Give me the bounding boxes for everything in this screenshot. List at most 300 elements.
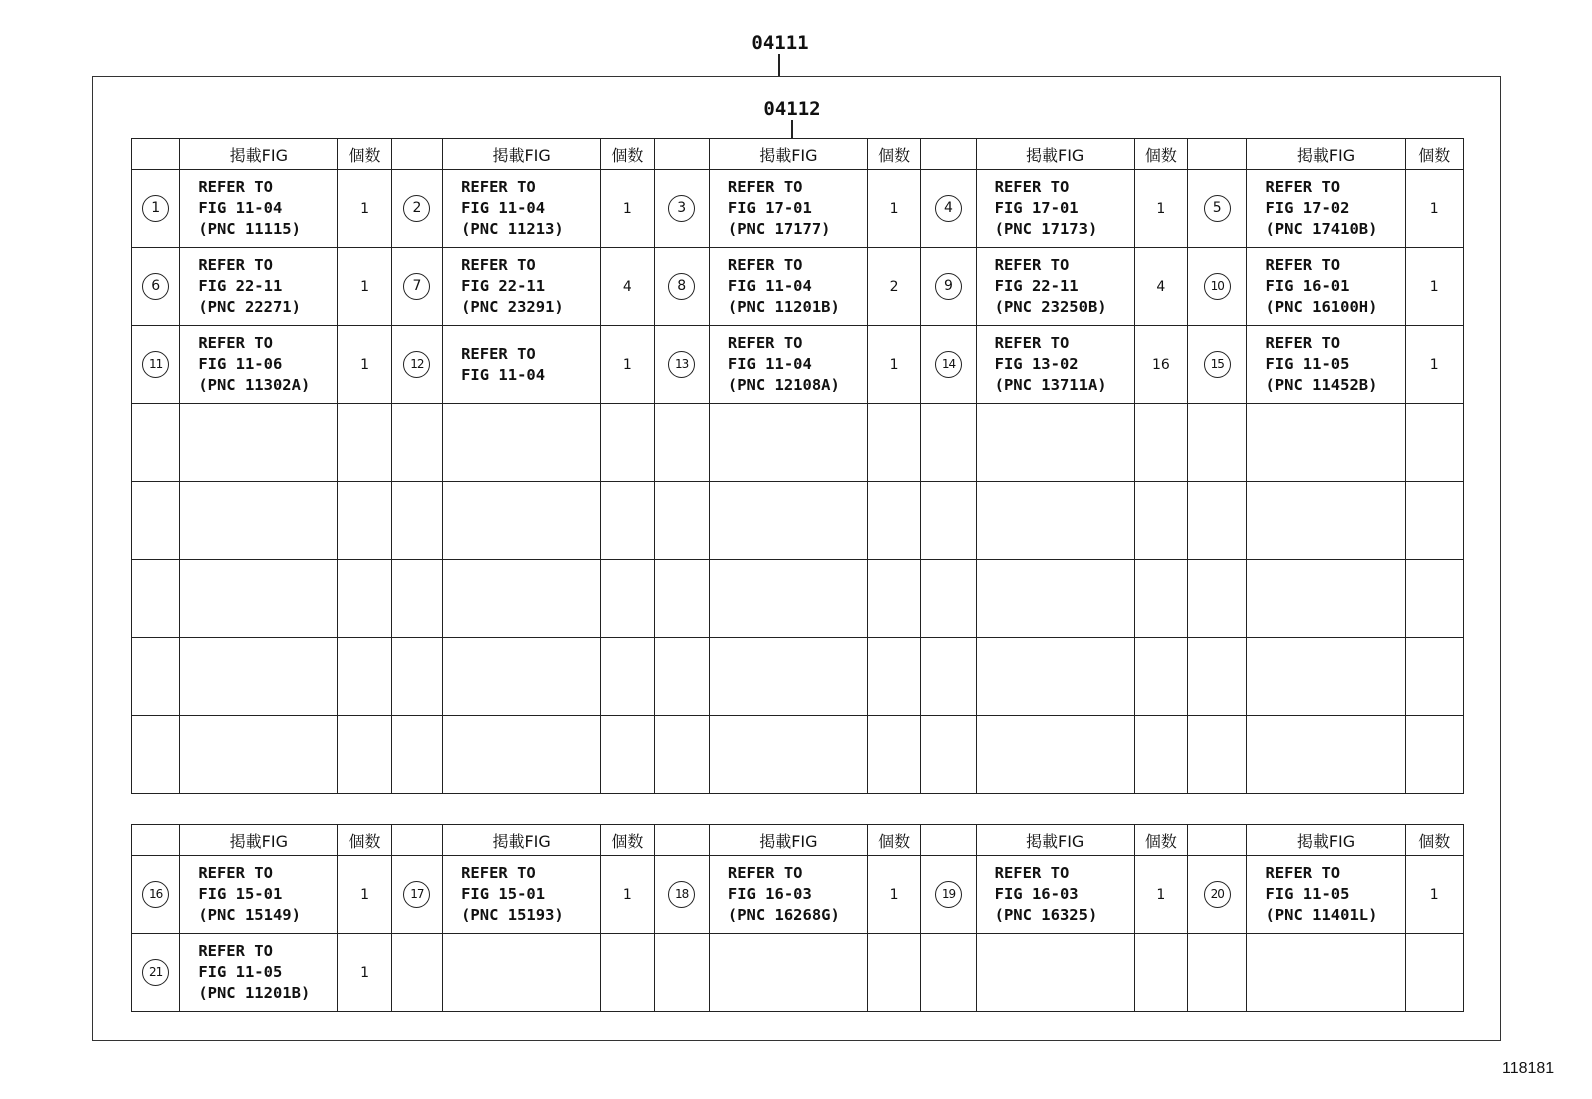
fig-reference-text [977,255,1134,318]
callout-cell [132,482,180,560]
quantity-cell: 1 [1405,248,1463,326]
fig-reference-text [1247,255,1404,318]
header-fig: 掲載FIG [443,139,601,170]
quantity-cell [867,404,920,482]
fig-reference-text [710,255,867,318]
quantity-cell [1134,560,1187,638]
fig-reference-text [443,255,600,318]
quantity-cell [1405,716,1463,794]
fig-reference-line: REFER TO [727,178,803,196]
fig-reference-line: REFER TO [461,344,536,363]
fig-reference-line: REFER TO [198,178,273,196]
fig-reference-line: (PNC 11213) [461,220,564,238]
fig-reference-line: FIG 11-04 [727,355,812,373]
fig-reference-line: REFER TO [994,178,1070,196]
callout-number: 6 [142,273,169,300]
fig-reference-cell [1247,638,1405,716]
quantity-cell: 1 [338,248,391,326]
quantity-cell: 4 [601,248,654,326]
callout-cell [391,404,442,482]
fig-reference-line: (PNC 11201B) [198,984,311,1002]
fig-reference-line: FIG 11-05 [198,963,283,981]
fig-reference-cell [180,482,338,560]
callout-cell [132,934,180,1012]
header-fig: 掲載FIG [180,139,338,170]
assembly-label-04112: 04112 [763,98,821,120]
fig-reference-text [977,333,1134,396]
fig-reference-cell [180,404,338,482]
callout-cell [132,638,180,716]
table-header-row [132,139,1464,170]
header-fig: 掲載FIG [1247,139,1405,170]
fig-reference-cell [976,248,1134,326]
fig-reference-text [1247,333,1404,396]
quantity-cell: 1 [867,170,920,248]
callout-number: 21 [142,959,169,986]
callout-cell [921,248,976,326]
header-qty: 個数 [867,139,920,170]
callout-cell [654,248,709,326]
fig-reference-line: FIG 17-01 [994,199,1079,217]
callout-cell [391,170,442,248]
quantity-cell [1405,404,1463,482]
header-qty: 個数 [1134,139,1187,170]
callout-cell [654,934,709,1012]
fig-reference-line: FIG 11-05 [1265,885,1350,903]
fig-reference-text [180,177,337,240]
quantity-cell: 1 [338,326,391,404]
fig-reference-line: REFER TO [461,864,536,882]
fig-reference-text [1247,863,1404,926]
fig-reference-cell [709,326,867,404]
callout-cell [654,638,709,716]
header-qty: 個数 [1405,825,1463,856]
fig-reference-line: FIG 16-03 [727,885,812,903]
fig-reference-line: REFER TO [727,864,803,882]
fig-reference-cell [1247,482,1405,560]
fig-reference-text [180,941,337,1004]
fig-reference-cell [1247,326,1405,404]
callout-cell [921,404,976,482]
fig-reference-cell [443,404,601,482]
fig-reference-cell [180,248,338,326]
header-qty: 個数 [338,139,391,170]
fig-reference-line: (PNC 11201B) [727,298,840,316]
callout-cell [391,482,442,560]
fig-reference-cell [976,482,1134,560]
quantity-cell: 1 [1134,170,1187,248]
callout-number: 2 [403,195,430,222]
callout-cell [921,170,976,248]
fig-reference-cell [709,170,867,248]
header-fig: 掲載FIG [1247,825,1405,856]
leader-line-outer [778,54,780,76]
header-qty: 個数 [1405,139,1463,170]
quantity-cell: 1 [867,856,920,934]
fig-reference-cell [180,560,338,638]
callout-number: 5 [1204,195,1231,222]
fig-reference-cell [443,856,601,934]
fig-reference-line: FIG 11-04 [461,365,546,384]
header-qty: 個数 [1134,825,1187,856]
fig-reference-line: (PNC 23291) [461,298,564,316]
callout-number: 4 [935,195,962,222]
table-row [132,248,1464,326]
quantity-cell [601,716,654,794]
callout-cell [132,716,180,794]
callout-cell [1188,560,1247,638]
callout-cell [132,248,180,326]
callout-cell [132,404,180,482]
fig-reference-line: (PNC 16100H) [1265,298,1378,316]
header-blank [132,139,180,170]
callout-number: 16 [142,881,169,908]
quantity-cell: 1 [867,326,920,404]
header-qty: 個数 [867,825,920,856]
callout-cell [921,326,976,404]
fig-reference-line: FIG 15-01 [198,885,283,903]
quantity-cell [867,560,920,638]
callout-cell [391,248,442,326]
fig-reference-cell [180,170,338,248]
quantity-cell [338,482,391,560]
callout-cell [921,638,976,716]
fig-reference-line: (PNC 17173) [994,220,1098,238]
fig-reference-line: FIG 13-02 [994,355,1079,373]
quantity-cell [338,716,391,794]
callout-cell [391,934,442,1012]
quantity-cell [1405,560,1463,638]
fig-reference-cell [709,404,867,482]
table-row [132,482,1464,560]
callout-number: 18 [668,881,695,908]
quantity-cell [1405,934,1463,1012]
quantity-cell: 1 [1405,170,1463,248]
fig-reference-line: (PNC 11115) [198,220,301,238]
fig-reference-cell [443,560,601,638]
fig-reference-line: REFER TO [727,334,803,352]
quantity-cell [1134,404,1187,482]
callout-cell [391,560,442,638]
callout-cell [391,716,442,794]
callout-cell [654,326,709,404]
callout-number: 10 [1204,273,1231,300]
fig-reference-line: REFER TO [1265,256,1341,274]
callout-cell [1188,638,1247,716]
fig-reference-line: FIG 22-11 [994,277,1079,295]
fig-reference-cell [976,856,1134,934]
callout-number: 17 [403,881,430,908]
fig-reference-line: REFER TO [1265,334,1341,352]
fig-reference-line: (PNC 11401L) [1265,906,1378,924]
fig-reference-cell [709,638,867,716]
callout-number: 9 [935,273,962,300]
fig-reference-line: REFER TO [1265,864,1341,882]
fig-reference-cell [443,482,601,560]
quantity-cell: 1 [601,856,654,934]
quantity-cell [338,560,391,638]
callout-number: 15 [1204,351,1231,378]
callout-cell [921,856,976,934]
fig-reference-cell [1247,716,1405,794]
fig-reference-cell [443,716,601,794]
table-row [132,638,1464,716]
fig-reference-line: REFER TO [994,256,1070,274]
quantity-cell [338,404,391,482]
image-number: 118181 [1502,1060,1555,1077]
header-fig: 掲載FIG [976,825,1134,856]
callout-cell [391,856,442,934]
fig-reference-line: FIG 16-01 [1265,277,1350,295]
fig-reference-line: REFER TO [198,334,273,352]
fig-reference-cell [1247,560,1405,638]
fig-reference-line: FIG 11-06 [198,355,283,373]
quantity-cell: 16 [1134,326,1187,404]
fig-reference-cell [443,934,601,1012]
fig-reference-text [710,863,867,926]
fig-reference-cell [1247,404,1405,482]
fig-reference-text [443,177,600,240]
quantity-cell [1405,638,1463,716]
fig-reference-cell [180,638,338,716]
callout-number: 11 [142,351,169,378]
fig-reference-text [977,177,1134,240]
callout-number: 3 [668,195,695,222]
fig-reference-cell [976,716,1134,794]
fig-reference-cell [443,170,601,248]
fig-reference-cell [709,934,867,1012]
fig-reference-line: REFER TO [461,178,536,196]
fig-reference-line: REFER TO [198,256,273,274]
fig-reference-text [1247,177,1404,240]
callout-number: 13 [668,351,695,378]
fig-reference-text [710,333,867,396]
fig-reference-line: FIG 11-04 [461,199,546,217]
fig-reference-text [977,863,1134,926]
header-blank [654,825,709,856]
callout-cell [391,638,442,716]
header-qty: 個数 [601,139,654,170]
callout-cell [1188,934,1247,1012]
quantity-cell [867,482,920,560]
fig-reference-cell [976,404,1134,482]
fig-reference-cell [976,326,1134,404]
fig-reference-line: (PNC 23250B) [994,298,1107,316]
fig-reference-cell [443,638,601,716]
callout-number: 19 [935,881,962,908]
callout-cell [921,482,976,560]
table-header-row [132,825,1464,856]
quantity-cell [601,482,654,560]
quantity-cell [1134,716,1187,794]
callout-cell [921,560,976,638]
fig-reference-line: FIG 11-04 [198,199,283,217]
fig-reference-line: (PNC 11452B) [1265,376,1378,394]
header-blank [1188,825,1247,856]
fig-reference-cell [1247,856,1405,934]
callout-cell [1188,716,1247,794]
callout-cell [654,716,709,794]
quantity-cell [601,560,654,638]
quantity-cell [1405,482,1463,560]
fig-reference-cell [976,934,1134,1012]
header-blank [921,825,976,856]
fig-reference-line: REFER TO [727,256,803,274]
fig-reference-line: REFER TO [994,864,1070,882]
quantity-cell [1134,934,1187,1012]
quantity-cell: 1 [601,326,654,404]
fig-reference-text [180,255,337,318]
fig-reference-cell [709,560,867,638]
callout-cell [654,482,709,560]
callout-cell [1188,856,1247,934]
quantity-cell [601,934,654,1012]
fig-reference-line: (PNC 16325) [994,906,1098,924]
fig-reference-text [180,333,337,396]
fig-reference-cell [1247,934,1405,1012]
fig-reference-line: FIG 22-11 [461,277,546,295]
fig-reference-line: (PNC 13711A) [994,376,1107,394]
quantity-cell [601,404,654,482]
callout-number: 7 [403,273,430,300]
fig-reference-line: FIG 11-04 [727,277,812,295]
fig-reference-line: FIG 11-05 [1265,355,1350,373]
fig-reference-line: REFER TO [1265,178,1341,196]
fig-reference-cell [976,638,1134,716]
quantity-cell: 1 [338,934,391,1012]
header-blank [921,139,976,170]
table-row [132,934,1464,1012]
quantity-cell: 1 [1405,326,1463,404]
callout-cell [391,326,442,404]
callout-number: 8 [668,273,695,300]
table-row [132,404,1464,482]
fig-reference-cell [443,326,601,404]
fig-reference-cell [976,170,1134,248]
callout-cell [1188,326,1247,404]
header-qty: 個数 [338,825,391,856]
fig-reference-cell [709,482,867,560]
header-blank [132,825,180,856]
quantity-cell: 1 [338,856,391,934]
callout-number: 1 [142,195,169,222]
quantity-cell: 2 [867,248,920,326]
callout-cell [1188,482,1247,560]
callout-cell [132,326,180,404]
fig-reference-line: (PNC 15149) [198,906,301,924]
header-fig: 掲載FIG [180,825,338,856]
table-row [132,716,1464,794]
quantity-cell: 1 [1405,856,1463,934]
leader-line-inner [791,120,793,138]
fig-reference-line: REFER TO [461,256,536,274]
callout-cell [654,560,709,638]
header-fig: 掲載FIG [443,825,601,856]
header-qty: 個数 [601,825,654,856]
quantity-cell [1134,482,1187,560]
quantity-cell: 1 [1134,856,1187,934]
table-row [132,856,1464,934]
quantity-cell [1134,638,1187,716]
callout-cell [921,934,976,1012]
fig-reference-line: FIG 16-03 [994,885,1079,903]
callout-number: 14 [935,351,962,378]
quantity-cell: 4 [1134,248,1187,326]
assembly-label-04111: 04111 [751,32,809,54]
quantity-cell: 1 [338,170,391,248]
fig-reference-cell [709,856,867,934]
header-blank [654,139,709,170]
quantity-cell: 1 [601,170,654,248]
fig-reference-line: (PNC 15193) [461,906,564,924]
fig-reference-cell [180,326,338,404]
fig-reference-cell [180,716,338,794]
table-row [132,560,1464,638]
fig-reference-cell [1247,248,1405,326]
callout-cell [921,716,976,794]
header-blank [391,825,442,856]
header-blank [391,139,442,170]
quantity-cell [867,638,920,716]
callout-cell [1188,248,1247,326]
fig-reference-line: (PNC 22271) [198,298,301,316]
callout-cell [654,856,709,934]
parts-reference-table-2 [131,824,1464,1012]
parts-reference-table-1 [131,138,1464,794]
fig-reference-text [180,863,337,926]
quantity-cell [338,638,391,716]
fig-reference-text [443,863,600,926]
fig-reference-line: FIG 22-11 [198,277,283,295]
header-blank [1188,139,1247,170]
header-fig: 掲載FIG [709,825,867,856]
callout-cell [132,856,180,934]
fig-reference-line: (PNC 17410B) [1265,220,1378,238]
fig-reference-line: FIG 17-02 [1265,199,1350,217]
quantity-cell [601,638,654,716]
fig-reference-line: (PNC 12108A) [727,376,840,394]
fig-reference-line: REFER TO [198,942,273,960]
fig-reference-cell [180,856,338,934]
fig-reference-cell [709,248,867,326]
callout-cell [132,170,180,248]
fig-reference-cell [976,560,1134,638]
fig-reference-cell [709,716,867,794]
fig-reference-line: REFER TO [198,864,273,882]
callout-cell [1188,404,1247,482]
fig-reference-line: (PNC 16268G) [727,906,840,924]
callout-cell [654,404,709,482]
callout-number: 12 [403,351,430,378]
table-row [132,326,1464,404]
fig-reference-text [710,177,867,240]
header-fig: 掲載FIG [709,139,867,170]
quantity-cell [867,934,920,1012]
fig-reference-cell [443,248,601,326]
table-row [132,170,1464,248]
callout-number: 20 [1204,881,1231,908]
fig-reference-cell [180,934,338,1012]
fig-reference-text [443,344,600,386]
quantity-cell [867,716,920,794]
fig-reference-cell [1247,170,1405,248]
fig-reference-line: (PNC 17177) [727,220,831,238]
callout-cell [654,170,709,248]
fig-reference-line: REFER TO [994,334,1070,352]
fig-reference-line: FIG 15-01 [461,885,546,903]
header-fig: 掲載FIG [976,139,1134,170]
callout-cell [132,560,180,638]
